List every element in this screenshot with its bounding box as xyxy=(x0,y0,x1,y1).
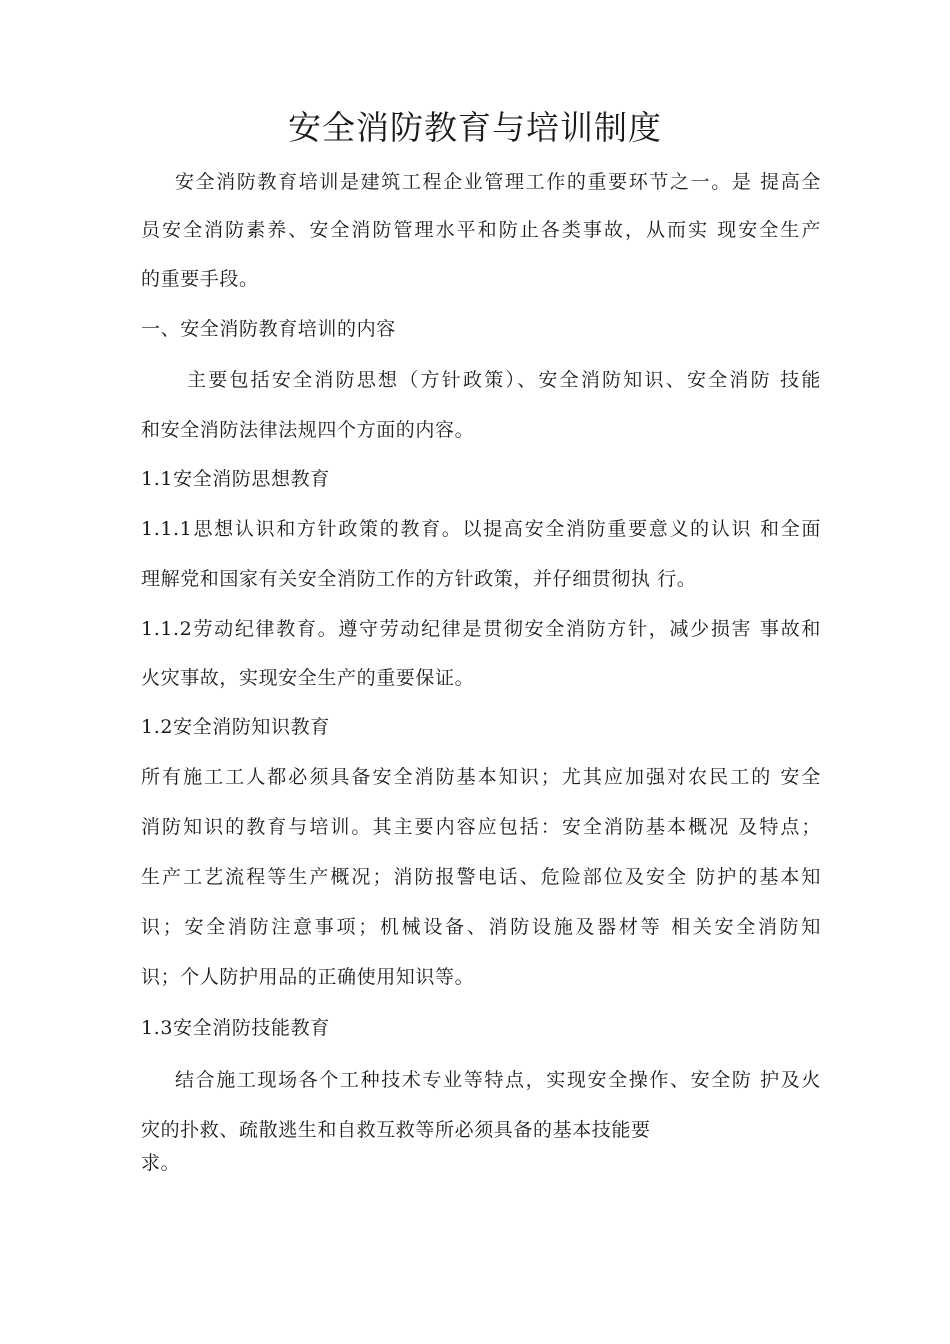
paragraph-line: 消防知识的教育与培训。其主要内容应包括：安全消防基本概况 及特点； xyxy=(141,816,821,838)
paragraph-line: 和安全消防法律法规四个方面的内容。 xyxy=(141,419,475,441)
paragraph-line: 员安全消防素养、安全消防管理水平和防止各类事故，从而实 现安全生产 xyxy=(141,219,821,241)
paragraph-line: 主要包括安全消防思想（方针政策）、安全消防知识、安全消防 技能 xyxy=(187,369,821,391)
paragraph-line: 识；个人防护用品的正确使用知识等。 xyxy=(141,966,475,988)
document-title: 安全消防教育与培训制度 xyxy=(288,108,662,147)
paragraph-line: 识；安全消防注意事项；机械设备、消防设施及器材等 相关安全消防知 xyxy=(141,916,821,938)
paragraph-line: 灾的扑救、疏散逃生和自救互救等所必须具备的基本技能要 xyxy=(141,1119,651,1141)
paragraph-line: 1.1.2劳动纪律教育。遵守劳动纪律是贯彻安全消防方针，减少损害 事故和 xyxy=(141,618,821,640)
subsection-heading: 1.1安全消防思想教育 xyxy=(141,468,330,490)
paragraph-line: 结合施工现场各个工种技术专业等特点，实现安全操作、安全防 护及火 xyxy=(175,1069,821,1091)
paragraph-line: 的重要手段。 xyxy=(141,268,259,290)
paragraph-line: 理解党和国家有关安全消防工作的方针政策，并仔细贯彻执 行。 xyxy=(141,568,697,590)
section-heading: 一、安全消防教育培训的内容 xyxy=(141,318,396,340)
paragraph-line: 1.1.1思想认识和方针政策的教育。以提高安全消防重要意义的认识 和全面 xyxy=(141,518,821,540)
subsection-heading: 1.2安全消防知识教育 xyxy=(141,716,330,738)
paragraph-line: 所有施工工人都必须具备安全消防基本知识；尤其应加强对农民工的 安全 xyxy=(141,766,821,788)
paragraph-line: 生产工艺流程等生产概况；消防报警电话、危险部位及安全 防护的基本知 xyxy=(141,866,821,888)
paragraph-line: 安全消防教育培训是建筑工程企业管理工作的重要环节之一。是 提高全 xyxy=(175,171,821,193)
subsection-heading: 1.3安全消防技能教育 xyxy=(141,1017,330,1039)
paragraph-line: 求。 xyxy=(141,1152,181,1174)
paragraph-line: 火灾事故，实现安全生产的重要保证。 xyxy=(141,667,475,689)
